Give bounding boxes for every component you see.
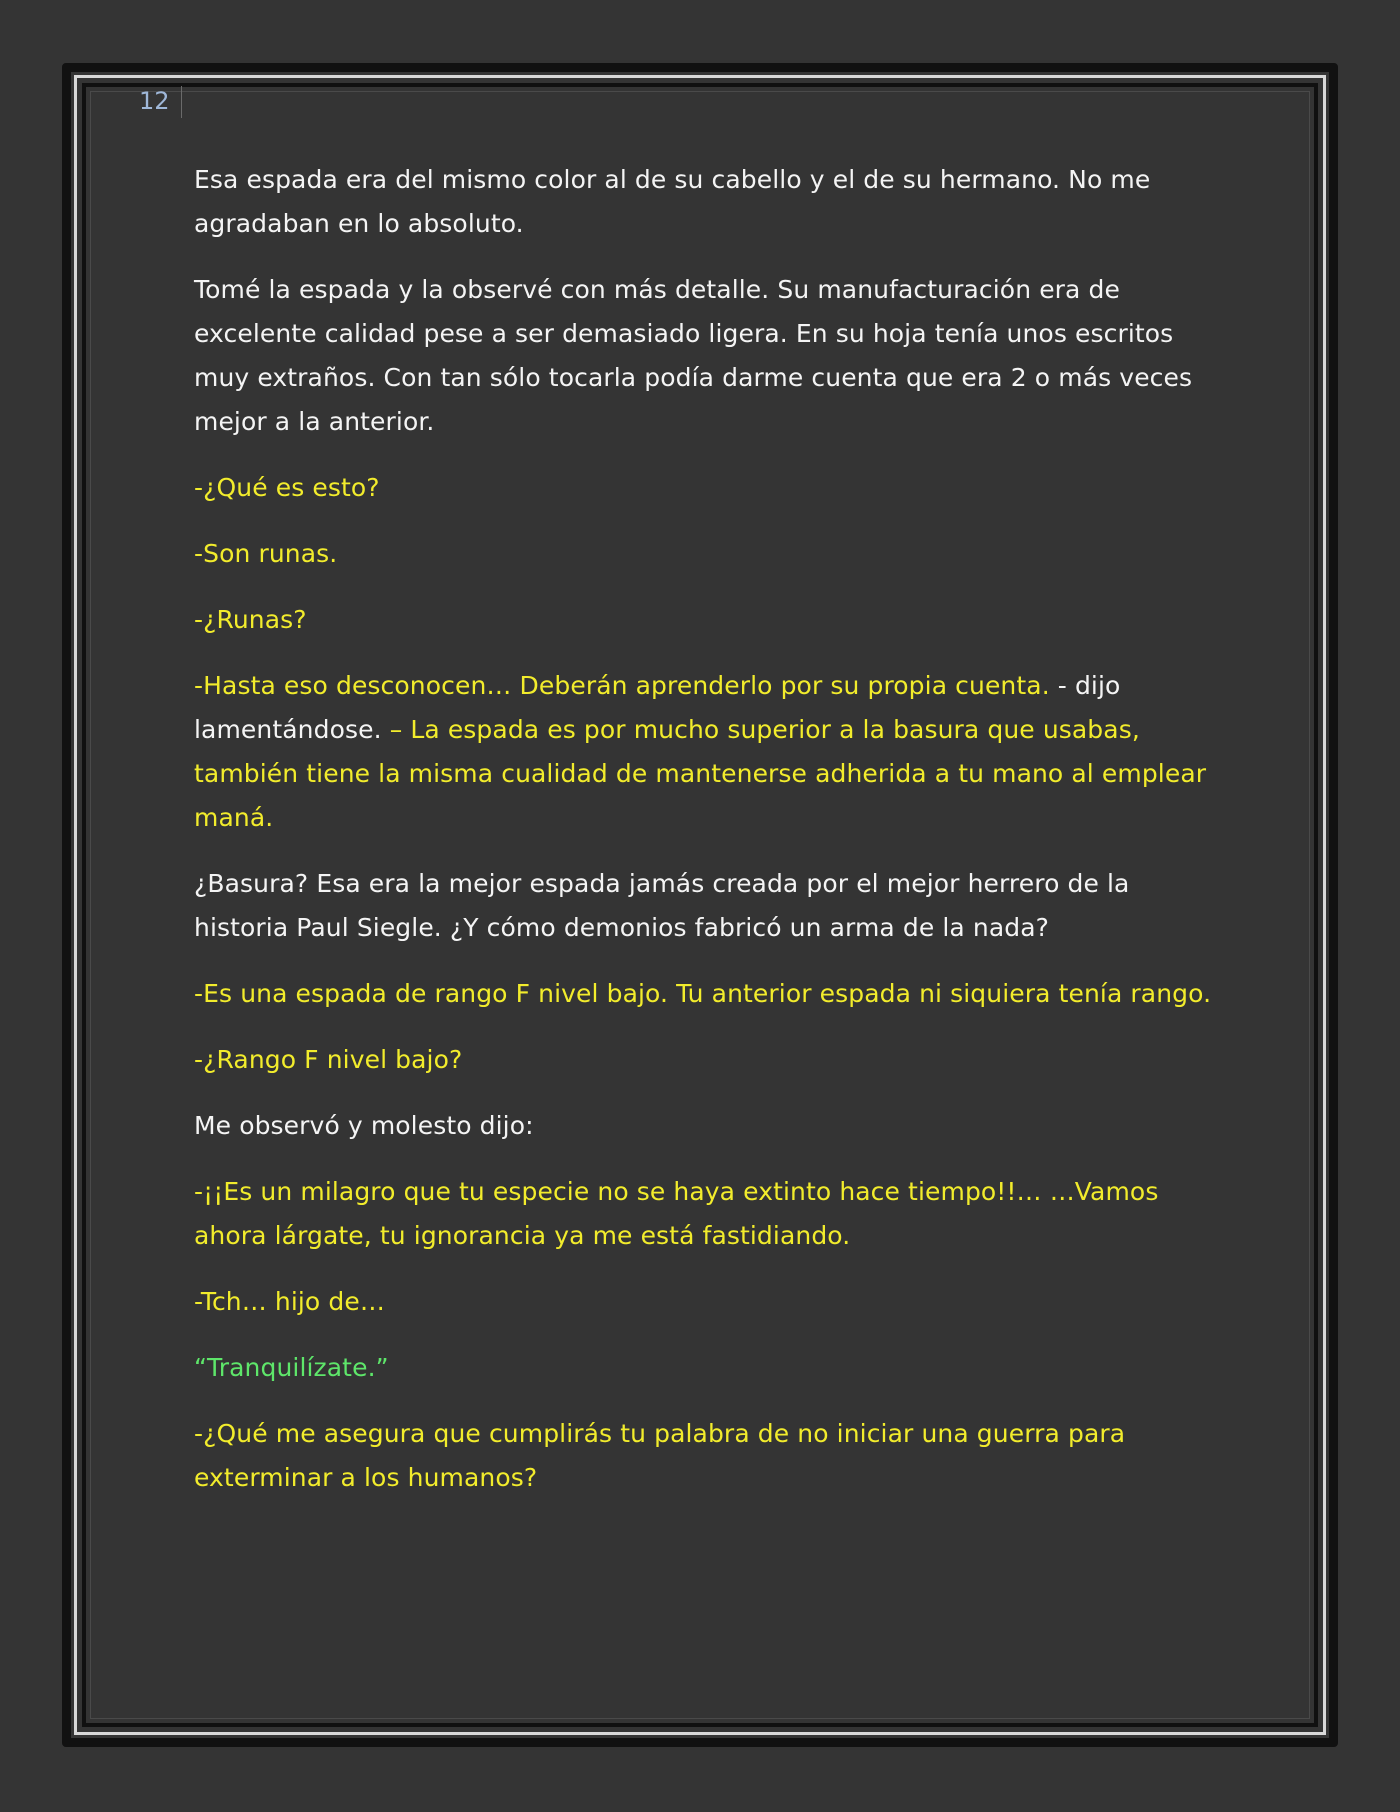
dialogue-line: -¿Qué me asegura que cumplirás tu palabra de no iniciar una guerra para exterminar a los humanos? bbox=[194, 1419, 1126, 1492]
dialogue-line: -¿Rango F nivel bajo? bbox=[194, 1045, 463, 1074]
dialogue-line: -¿Qué es esto? bbox=[194, 473, 380, 502]
page-number-divider bbox=[181, 86, 182, 118]
dialogue-line: -¿Runas? bbox=[194, 605, 307, 634]
dialogue-line: -Son runas. bbox=[194, 539, 338, 568]
mixed-dialogue-paragraph bbox=[194, 664, 1214, 840]
dialogue-line: -¡¡Es un milagro que tu especie no se haya extinto hace tiempo!!… …Vamos ahora lárgate, tu ignorancia ya me está fastidiando. bbox=[194, 1177, 1159, 1250]
narration-segment: - dijo lamentándose. bbox=[194, 671, 1121, 744]
page-number: 12 bbox=[139, 87, 170, 115]
thought-line: “Tranquilízate.” bbox=[194, 1353, 389, 1382]
dialogue-segment: -Hasta eso desconocen… Deberán aprenderlo por su propia cuenta. bbox=[194, 671, 1058, 700]
dialogue-segment: – La espada es por mucho superior a la basura que usabas, también tiene la misma cualidad de mantenerse adherida a tu mano al emplear maná. bbox=[194, 715, 1207, 832]
narration-paragraph: Esa espada era del mismo color al de su cabello y el de su hermano. No me agradaban en lo absoluto. bbox=[194, 165, 1151, 238]
narration-paragraph: Tomé la espada y la observé con más detalle. Su manufacturación era de excelente calidad pese a ser demasiado ligera. En su hoja tenía unos escritos muy extraños. Con tan sólo tocarla podía darme cuenta que era 2 o más veces mejor a la anterior. bbox=[194, 275, 1193, 436]
narration-paragraph: Me observó y molesto dijo: bbox=[194, 1111, 534, 1140]
dialogue-line: -Es una espada de rango F nivel bajo. Tu anterior espada ni siquiera tenía rango. bbox=[194, 979, 1212, 1008]
narration-paragraph: ¿Basura? Esa era la mejor espada jamás creada por el mejor herrero de la historia Paul Siegle. ¿Y cómo demonios fabricó un arma de la nada? bbox=[194, 869, 1130, 942]
dialogue-line: -Tch… hijo de… bbox=[194, 1287, 385, 1316]
page-content bbox=[194, 158, 1214, 1522]
